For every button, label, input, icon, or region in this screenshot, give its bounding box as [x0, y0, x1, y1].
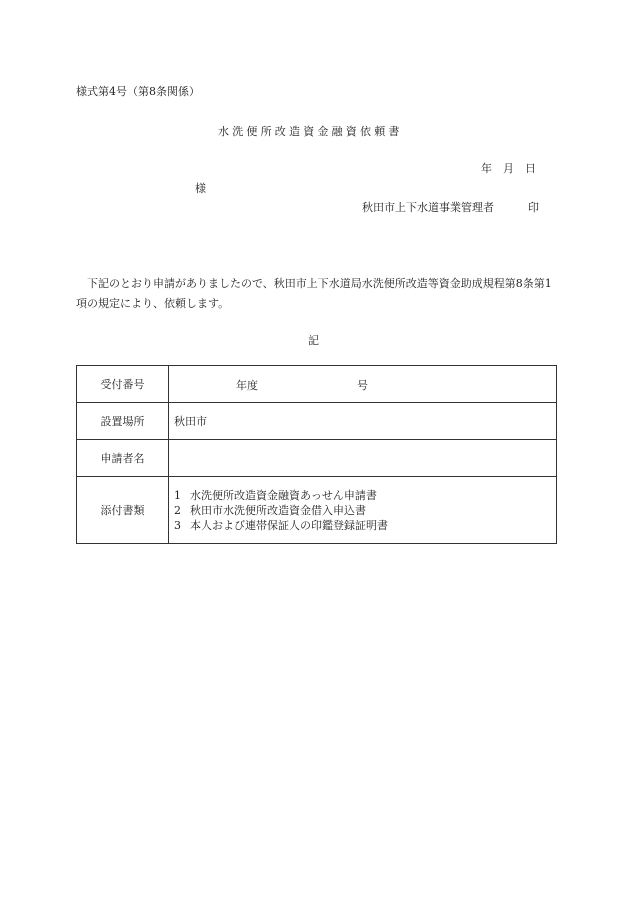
- table-row-installation-location: [77, 403, 557, 440]
- applicant-name-value: [169, 440, 557, 477]
- attachment-item: [174, 488, 556, 503]
- attachment-text: 秋田市水洗便所改造資金借入申込書: [190, 503, 366, 517]
- date-line: 年 月 日: [481, 162, 536, 175]
- attachment-item: [174, 503, 556, 518]
- attachment-text: 本人および連帯保証人の印鑑登録証明書: [190, 518, 388, 532]
- attachment-number: 3: [174, 518, 181, 532]
- installation-location-value: 秋田市: [169, 403, 557, 440]
- form-number: 様式第4号（第8条関係）: [76, 85, 200, 98]
- attachments-label: 添付書類: [77, 477, 169, 544]
- body-paragraph: 下記のとおり申請がありましたので、秋田市上下水道局水洗便所改造等資金助成規程第8条第1項の規定により、依頼します。: [76, 277, 552, 310]
- installation-location-label: 設置場所: [77, 403, 169, 440]
- attachment-text: 水洗便所改造資金融資あっせん申請書: [190, 488, 377, 502]
- attachments-list: [169, 477, 557, 544]
- addressee-suffix: 様: [195, 182, 206, 195]
- attachment-number: 1: [174, 488, 181, 502]
- table-row-applicant-name: [77, 440, 557, 477]
- document-title: 水洗便所改造資金融資依頼書: [218, 125, 403, 138]
- reception-number-cell: [169, 366, 557, 403]
- table-row-reception-number: [77, 366, 557, 403]
- ki-heading: 記: [308, 334, 319, 347]
- attachment-number: 2: [174, 503, 181, 517]
- attachment-item: [174, 518, 556, 533]
- issuer-name: 秋田市上下水道事業管理者: [362, 201, 494, 214]
- record-table: [76, 365, 557, 544]
- seal-mark: 印: [528, 201, 539, 214]
- applicant-name-label: 申請者名: [77, 440, 169, 477]
- reception-number-label: 受付番号: [77, 366, 169, 403]
- reception-number-text: 号: [357, 379, 368, 392]
- table-row-attachments: [77, 477, 557, 544]
- reception-year-text: 年度: [236, 379, 258, 392]
